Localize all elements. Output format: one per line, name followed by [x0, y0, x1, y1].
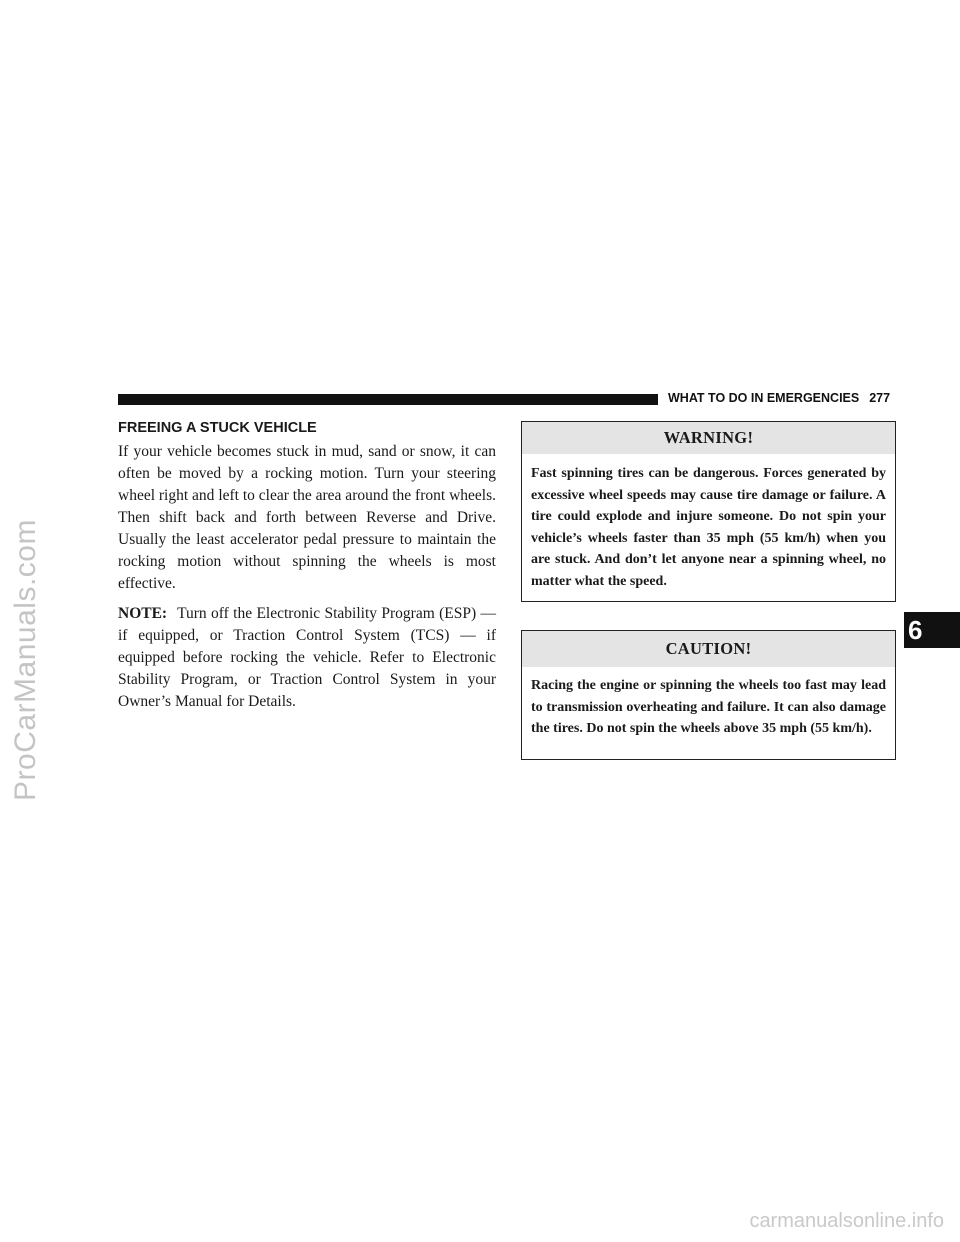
footer-watermark: carmanualsonline.info: [749, 1210, 944, 1232]
warning-title: WARNING!: [522, 422, 895, 454]
note-paragraph: [118, 603, 496, 713]
running-header: [668, 391, 890, 405]
side-watermark: [8, 400, 44, 920]
body-paragraph: If your vehicle becomes stuck in mud, sand or snow, it can often be moved by a rocking motion. Turn your steering wheel right and left to clear the area around the front wheels. Then shift back and forth between Reverse and Drive. Usually the least accelerator pedal pressure to maintain the rocking motion without spinning the wheels is most effective.: [118, 443, 496, 592]
caution-title: CAUTION!: [522, 631, 895, 667]
caution-text: Racing the engine or spinning the wheels too fast may lead to transmission overheating and failure. It can also damage the tires. Do not spin the wheels above 35 mph (55 km/h).: [531, 678, 886, 736]
section-tab: 6: [904, 612, 960, 648]
section-heading: FREEING A STUCK VEHICLE: [118, 420, 317, 436]
note-label: NOTE:: [118, 605, 168, 622]
header-rule: [118, 394, 658, 405]
warning-text: Fast spinning tires can be dangerous. Forces generated by excessive wheel speeds may cause tire damage or failure. A tire could explode and injure someone. Do not spin your vehicle’s wheels faster than 35 mph (55 km/h) when you are stuck. And don’t let anyone near a spinning wheel, no matter what the speed.: [531, 466, 886, 589]
note-text: Turn off the Electronic Stability Program (ESP) — if equipped, or Traction Control System (TCS) — if equipped before rocking the vehicle. Refer to Electronic Stability Program, or Traction Control System in your Owner’s Manual for Details.: [118, 605, 496, 710]
page-number: 277: [869, 391, 891, 405]
side-watermark-text: ProCarManuals.com: [9, 519, 42, 801]
caution-box: [521, 630, 896, 760]
left-column: [118, 419, 496, 721]
header-section-title: WHAT TO DO IN EMERGENCIES: [668, 391, 860, 405]
warning-box: [521, 421, 896, 602]
